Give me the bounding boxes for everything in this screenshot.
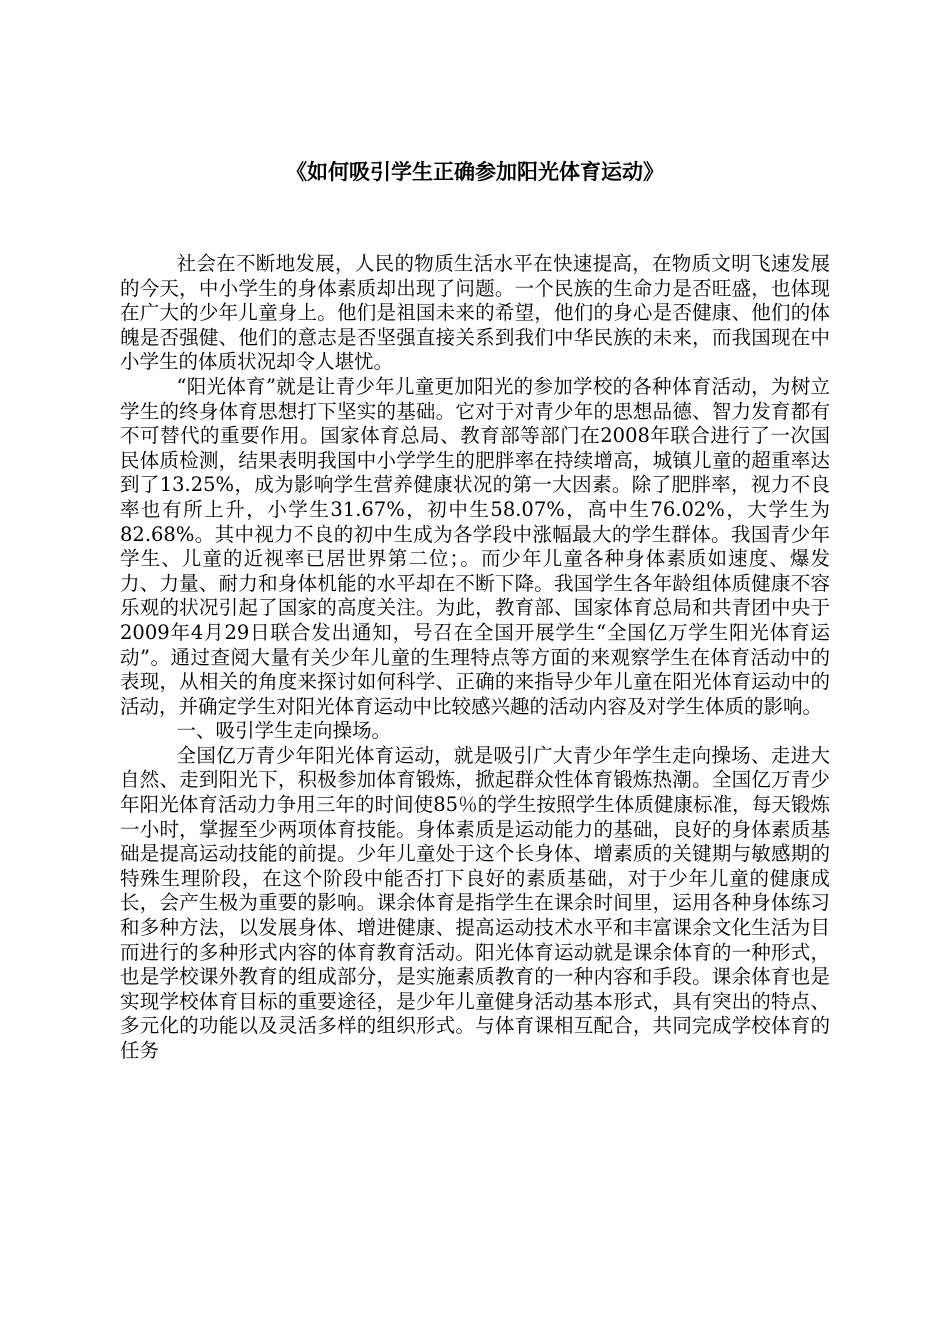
paragraph-intro: 社会在不断地发展，人民的物质生活水平在快速提高，在物质文明飞速发展的今天，中小学生的身体素质却出现了问题。一个民族的生命力是否旺盛，也体现在广大的少年儿童身上。他们是祖国未来的希望，他们的身心是否健康、他们的体魄是否强健、他们的意志是否坚强直接关系到我们中华民族的未来，而我国现在中小学生的体质状况却令人堪忧。 xyxy=(120,252,830,374)
paragraph-section-1: 全国亿万青少年阳光体育运动，就是吸引广大青少年学生走向操场、走进大自然、走到阳光下，积极参加体育锻炼，掀起群众性体育锻炼热潮。全国亿万青少年阳光体育活动力争用三年的时间使85％的学生按照学生体质健康标准，每天锻炼一小时，掌握至少两项体育技能。身体素质是运动能力的基础，良好的身体素质基础是提高运动技能的前提。少年儿童处于这个长身体、增素质的关键期与敏感期的特殊生理阶段，在这个阶段中能否打下良好的素质基础，对于少年儿童的健康成长，会产生极为重要的影响。课余体育是指学生在课余时间里，运用各种身体练习和多种方法，以发展身体、增进健康、提高运动技术水平和丰富课余文化生活为目而进行的多种形式内容的体育教育活动。阳光体育运动就是课余体育的一种形式，也是学校课外教育的组成部分，是实施素质教育的一种内容和手段。课余体育也是实现学校体育目标的重要途径，是少年儿童健身活动基本形式，具有突出的特点、多元化的功能以及灵活多样的组织形式。与体育课相互配合，共同完成学校体育的任务 xyxy=(120,743,830,1062)
paragraph-sunshine-sports: “阳光体育”就是让青少年儿童更加阳光的参加学校的各种体育活动，为树立学生的终身体育思想打下坚实的基础。它对于对青少年的思想品德、智力发育都有不可替代的重要作用。国家体育总局、教育部等部门在2008年联合进行了一次国民体质检测，结果表明我国中小学学生的肥胖率在持续增高，城镇儿童的超重率达到了13.25%，成为影响学生营养健康状况的第一大因素。除了肥胖率，视力不良率也有所上升，小学生31.67%，初中生58.07%，高中生76.02%，大学生为82.68%。其中视力不良的初中生成为各学段中涨幅最大的学生群体。我国青少年学生、儿童的近视率已居世界第二位；。而少年儿童各种身体素质如速度、爆发力、力量、耐力和身体机能的水平却在不断下降。我国学生各年龄组体质健康不容乐观的状况引起了国家的高度关注。为此，教育部、国家体育总局和共青团中央于2009年4月29日联合发出通知，号召在全国开展学生“全国亿万学生阳光体育运动”。通过查阅大量有关少年儿童的生理特点等方面的来观察学生在体育活动中的表现，从相关的角度来探讨如何科学、正确的来指导少年儿童在阳光体育运动中的活动，并确定学生对阳光体育运动中比较感兴趣的活动内容及对学生体质的影响。 xyxy=(120,374,830,718)
document-title: 《如何吸引学生正确参加阳光体育运动》 xyxy=(286,160,664,184)
section-heading-1: 一、吸引学生走向操场。 xyxy=(176,719,392,743)
document-body xyxy=(120,252,830,1064)
